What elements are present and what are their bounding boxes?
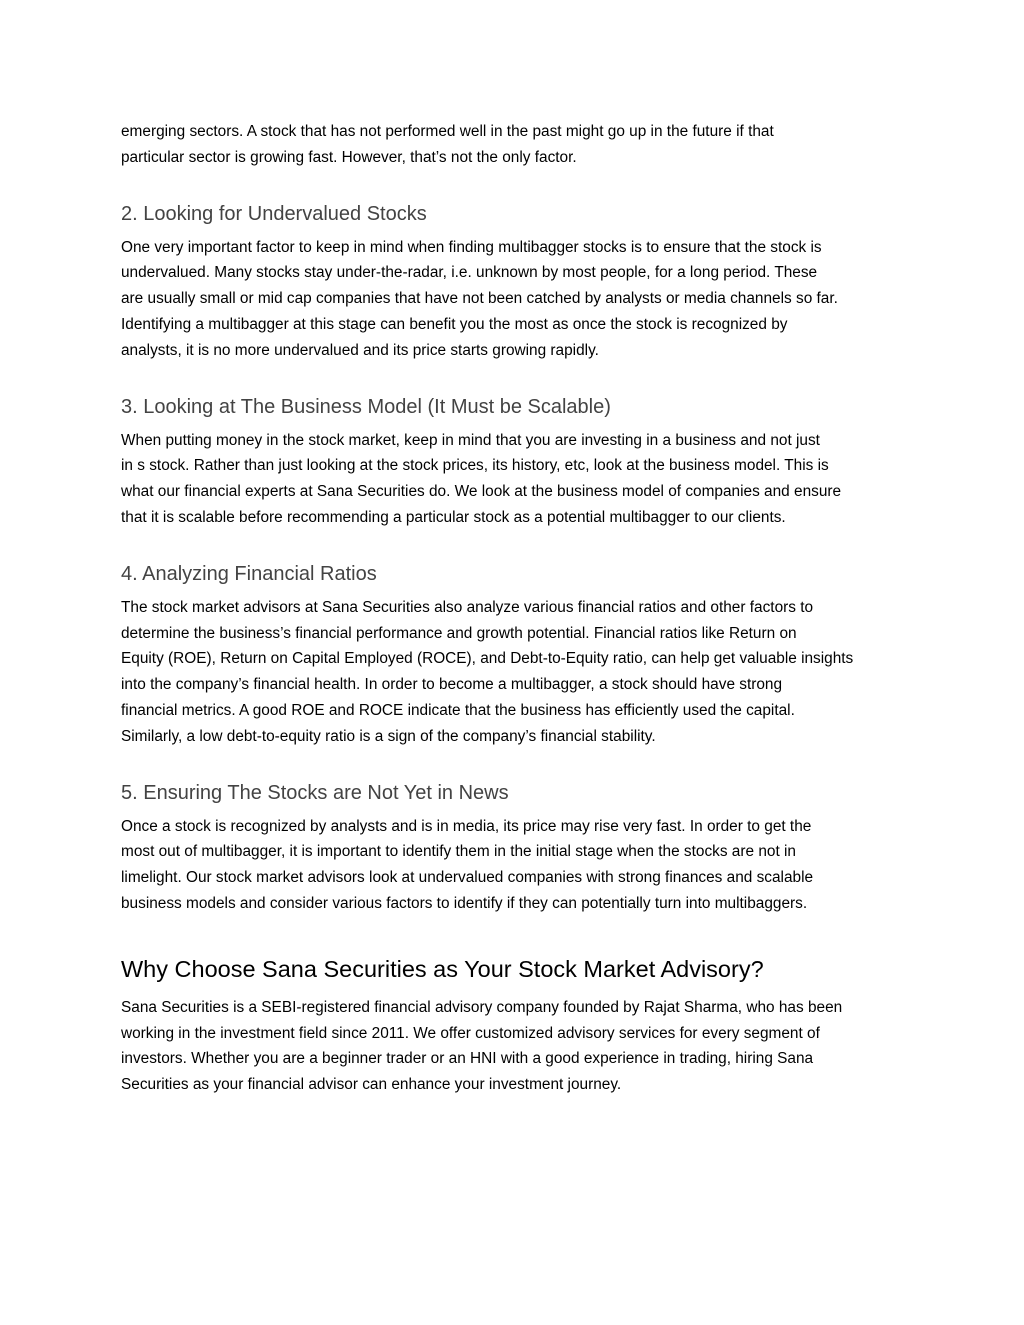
why-choose-heading: Why Choose Sana Securities as Your Stock Market Advisory? — [121, 955, 764, 982]
text-line: emerging sectors. A stock that has not performed well in the past might go up in the future if that — [121, 123, 774, 140]
why-choose-paragraph — [121, 995, 911, 1098]
section-paragraph-not-in-news — [121, 814, 911, 917]
intro-paragraph — [121, 119, 911, 171]
text-line: When putting money in the stock market, keep in mind that you are investing in a business and not just — [121, 431, 820, 449]
text-line: Equity (ROE), Return on Capital Employed (ROCE), and Debt-to-Equity ratio, can help get valuable insights — [121, 650, 854, 668]
text-line: Similarly, a low debt-to-equity ratio is a sign of the company’s financial stability. — [121, 727, 656, 745]
section-heading-business-model: 3. Looking at The Business Model (It Must be Scalable) — [121, 395, 611, 418]
section-heading-undervalued-stocks: 2. Looking for Undervalued Stocks — [121, 202, 427, 225]
text-line: working in the investment field since 2011. We offer customized advisory services for every segment of — [121, 1024, 820, 1042]
text-line: that it is scalable before recommending a particular stock as a potential multibagger to our clients. — [121, 508, 786, 526]
text-line: One very important factor to keep in mind when finding multibagger stocks is to ensure that the stock is — [121, 238, 822, 256]
section-heading-not-in-news: 5. Ensuring The Stocks are Not Yet in News — [121, 781, 509, 804]
text-line: in s stock. Rather than just looking at the stock prices, its history, etc, look at the business model. This is — [121, 457, 829, 475]
text-line: most out of multibagger, it is important to identify them in the initial stage when the stocks are not in — [121, 843, 796, 861]
section-heading-financial-ratios: 4. Analyzing Financial Ratios — [121, 562, 377, 585]
text-line: Sana Securities is a SEBI-registered financial advisory company founded by Rajat Sharma, who has been — [121, 998, 843, 1016]
text-line: investors. Whether you are a beginner trader or an HNI with a good experience in trading, hiring Sana — [121, 1050, 814, 1068]
text-line: financial metrics. A good ROE and ROCE indicate that the business has efficiently used the capital. — [121, 701, 795, 719]
text-line: into the company’s financial health. In order to become a multibagger, a stock should have strong — [121, 676, 783, 694]
text-line: Securities as your financial advisor can enhance your investment journey. — [121, 1076, 622, 1094]
document-body — [121, 119, 911, 1098]
text-line: Identifying a multibagger at this stage can benefit you the most as once the stock is recognized by — [121, 315, 788, 333]
text-line: analysts, it is no more undervalued and its price starts growing rapidly. — [121, 341, 599, 359]
text-line: business models and consider various factors to identify if they can potentially turn into multibaggers. — [121, 894, 808, 912]
text-line: Once a stock is recognized by analysts and is in media, its price may rise very fast. In order to get the — [121, 817, 812, 835]
text-line: The stock market advisors at Sana Securities also analyze various financial ratios and other factors to — [121, 598, 814, 616]
section-paragraph-undervalued-stocks — [121, 235, 911, 364]
text-line: determine the business’s financial performance and growth potential. Financial ratios like Return on — [121, 624, 797, 642]
text-line: undervalued. Many stocks stay under-the-radar, i.e. unknown by most people, for a long period. These — [121, 264, 818, 282]
section-paragraph-financial-ratios — [121, 595, 911, 750]
text-line: particular sector is growing fast. However, that’s not the only factor. — [121, 148, 577, 166]
text-line: limelight. Our stock market advisors look at undervalued companies with strong finances and scalable — [121, 869, 814, 887]
text-line: what our financial experts at Sana Securities do. We look at the business model of companies and ensure — [121, 483, 842, 501]
text-line: are usually small or mid cap companies that have not been catched by analysts or media channels so far. — [121, 290, 838, 308]
section-paragraph-business-model — [121, 428, 911, 531]
